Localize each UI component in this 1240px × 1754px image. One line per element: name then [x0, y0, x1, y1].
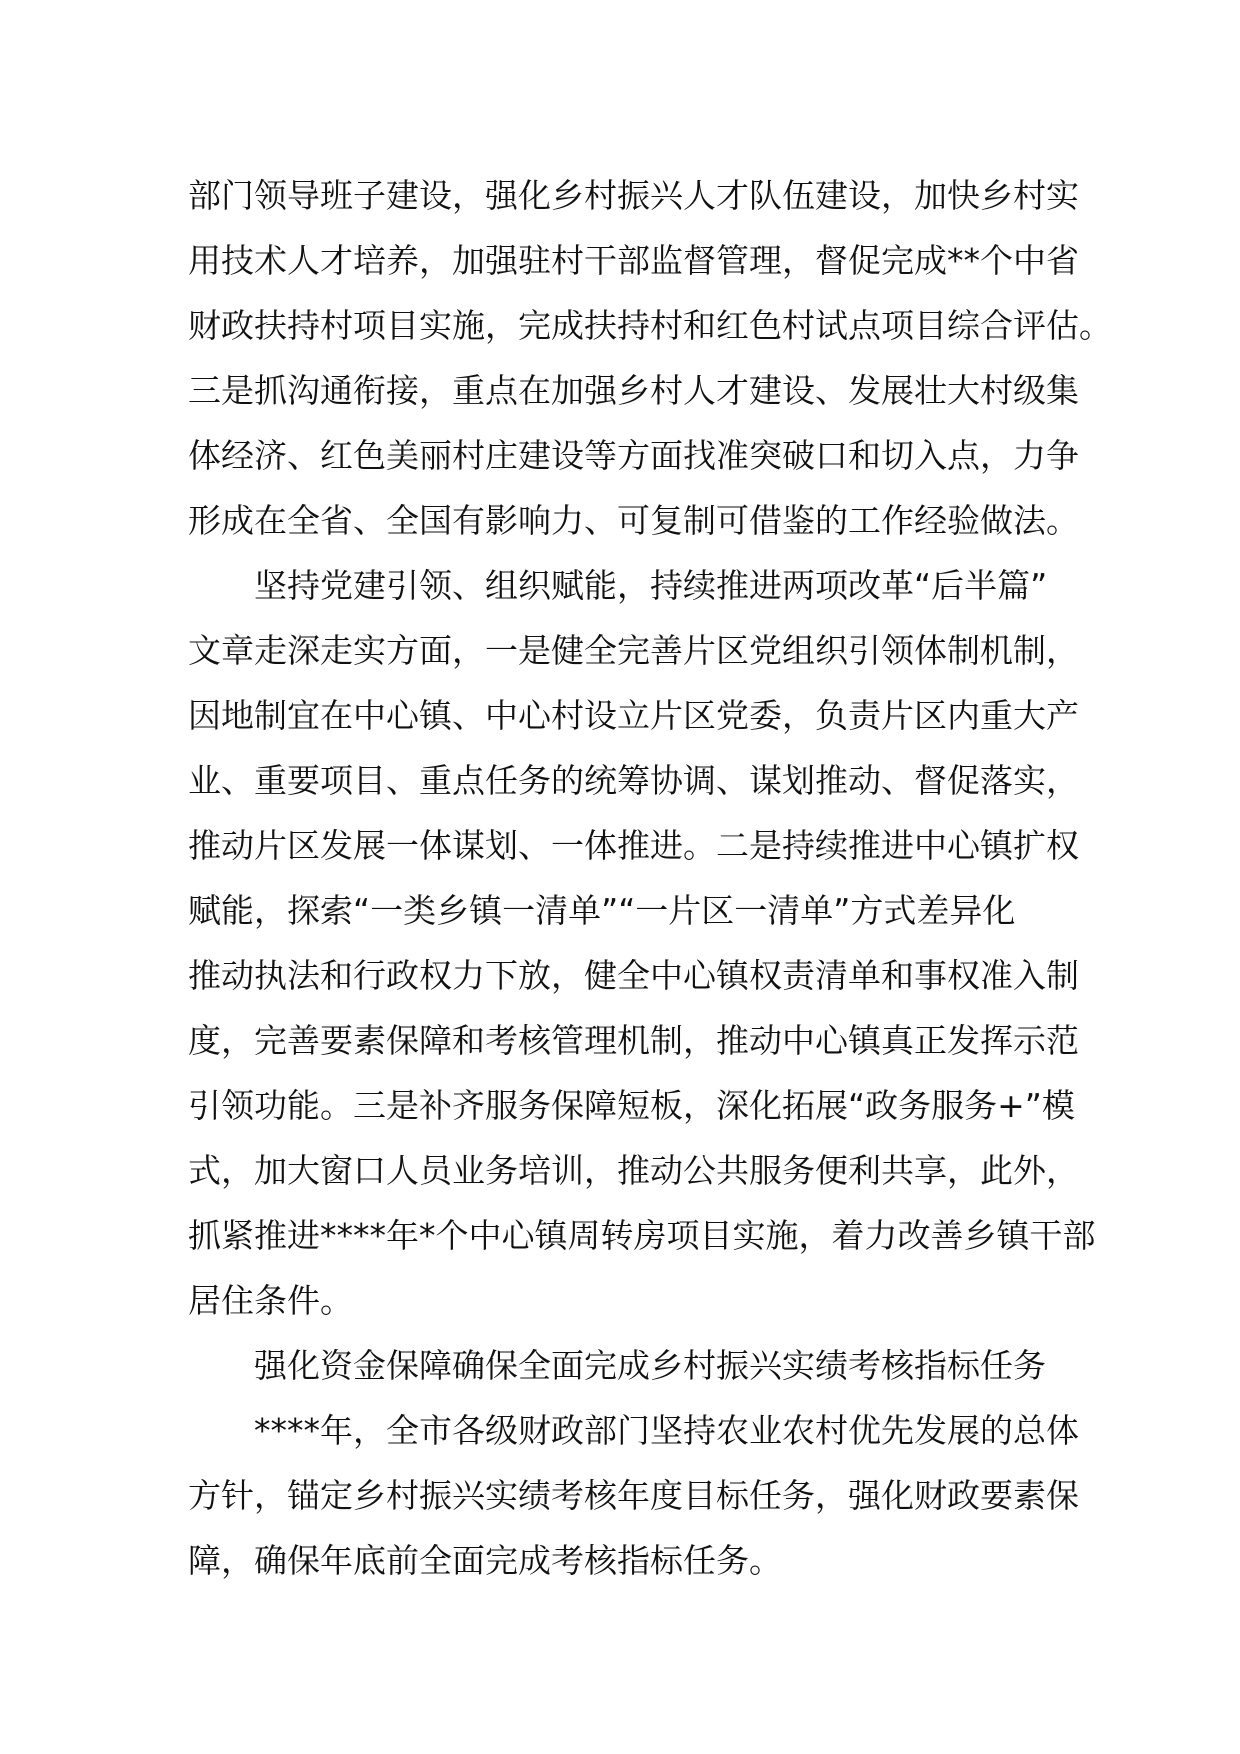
paragraph — [188, 553, 1096, 1333]
document-body — [188, 163, 1112, 1593]
text-line: ****年，全市各级财政部门坚持农业农村优先发展的总体 — [254, 1411, 1079, 1450]
text-line: 抓紧推进****年*个中心镇周转房项目实施，着力改善乡镇干部 — [188, 1216, 1096, 1255]
text-line: 推动执法和行政权力下放，健全中心镇权责清单和事权准入制 — [188, 956, 1079, 995]
text-line: 度，完善要素保障和考核管理机制，推动中心镇真正发挥示范 — [188, 1021, 1079, 1060]
text-line: 坚持党建引领、组织赋能，持续推进两项改革“后半篇” — [254, 566, 1048, 605]
text-line: 强化资金保障确保全面完成乡村振兴实绩考核指标任务 — [254, 1346, 1046, 1385]
paragraph — [188, 163, 1112, 553]
text-line: 形成在全省、全国有影响力、可复制可借鉴的工作经验做法。 — [188, 501, 1079, 540]
text-line: 障，确保年底前全面完成考核指标任务。 — [188, 1541, 782, 1580]
text-line: 因地制宜在中心镇、中心村设立片区党委，负责片区内重大产 — [188, 696, 1079, 735]
text-line: 用技术人才培养，加强驻村干部监督管理，督促完成**个中省 — [188, 241, 1079, 280]
text-line: 引领功能。三是补齐服务保障短板，深化拓展“政务服务+”模 — [188, 1086, 1075, 1125]
text-line: 体经济、红色美丽村庄建设等方面找准突破口和切入点，力争 — [188, 436, 1079, 475]
text-line: 部门领导班子建设，强化乡村振兴人才队伍建设，加快乡村实 — [188, 176, 1079, 215]
text-line: 式，加大窗口人员业务培训，推动公共服务便利共享，此外， — [188, 1151, 1079, 1190]
paragraph — [188, 1398, 1078, 1593]
paragraph — [188, 1333, 1078, 1398]
text-line: 推动片区发展一体谋划、一体推进。二是持续推进中心镇扩权 — [188, 826, 1079, 865]
text-line: 赋能，探索“一类乡镇一清单”“一片区一清单”方式差异化 — [188, 891, 1016, 930]
text-line: 居住条件。 — [188, 1281, 353, 1320]
text-line: 文章走深走实方面，一是健全完善片区党组织引领体制机制， — [188, 631, 1079, 670]
text-line: 方针，锚定乡村振兴实绩考核年度目标任务，强化财政要素保 — [188, 1476, 1079, 1515]
text-line: 财政扶持村项目实施，完成扶持村和红色村试点项目综合评估。 — [188, 306, 1112, 345]
text-line: 三是抓沟通衔接，重点在加强乡村人才建设、发展壮大村级集 — [188, 371, 1079, 410]
text-line: 业、重要项目、重点任务的统筹协调、谋划推动、督促落实， — [188, 761, 1079, 800]
